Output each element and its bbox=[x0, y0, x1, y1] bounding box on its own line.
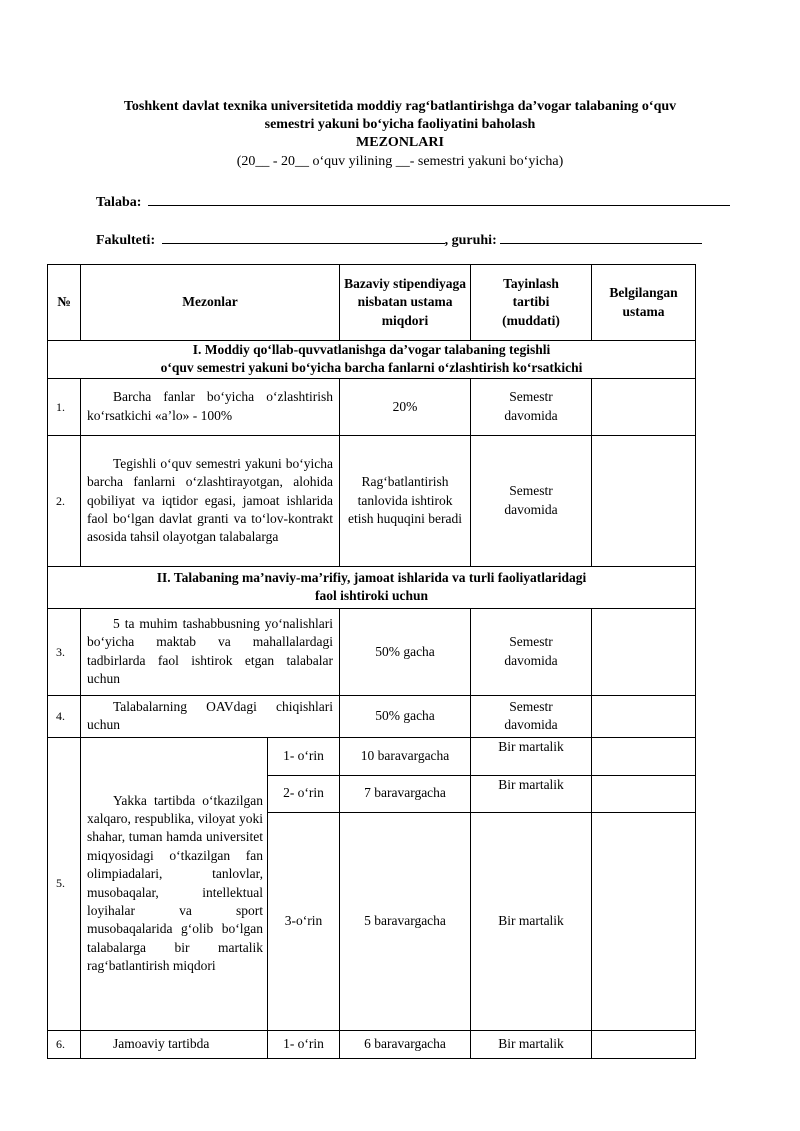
row-5-assigned-2 bbox=[592, 775, 696, 812]
section-2-title bbox=[48, 566, 696, 608]
row-1-assigned bbox=[592, 378, 696, 435]
fakulteti-blank-line bbox=[162, 230, 445, 244]
row-3-order: Semestr davomida bbox=[471, 608, 592, 695]
talaba-field bbox=[96, 192, 730, 211]
title-line-1: Toshkent davlat texnika universitetida moddiy rag‘batlantirishga da’vogar talabaning o‘quv bbox=[123, 99, 677, 114]
guruhi-blank-line bbox=[500, 230, 702, 244]
row-4-text: Talabalarning OAVdagi chiqishlari uchun bbox=[81, 695, 340, 737]
row-3-amount: 50% gacha bbox=[340, 608, 471, 695]
row-5-text: Yakka tartibda o‘tkazilgan xalqaro, respublika, viloyat yoki shahar, tuman hamda universitet miqyosidagi o‘tkazilgan fan olimpiadalari, tanlovlar, musobaqalar, intellektual loyihalar va sport musobaqalarida g‘olib bo‘lgan talabalarga bir martalik rag‘batlantirish miqdori bbox=[81, 737, 268, 1030]
header-num: № bbox=[48, 265, 81, 341]
header-bazaviy: Bazaviy stipendiyaga nisbatan ustama miqdori bbox=[340, 265, 471, 341]
section-row-2 bbox=[48, 566, 696, 608]
row-6-assigned bbox=[592, 1030, 696, 1058]
section-2-line-1: II. Talabaning ma’naviy-ma’rifiy, jamoat ishlarida va turli faoliyatlaridagi bbox=[156, 569, 587, 585]
row-1-num: 1. bbox=[48, 378, 81, 435]
fakulteti-label: Fakulteti: bbox=[96, 233, 156, 248]
header-tayinlash: Tayinlash tartibi (muddati) bbox=[471, 265, 592, 341]
row-3-text: 5 ta muhim tashabbusning yo‘nalishlari bo‘yicha maktab va mahallalardagi tadbirlarda faol ishtirok etgan talabalar uchun bbox=[81, 608, 340, 695]
fakulteti-field bbox=[96, 230, 702, 249]
row-2-num: 2. bbox=[48, 435, 81, 566]
row-3-assigned bbox=[592, 608, 696, 695]
table-row bbox=[48, 737, 696, 775]
criteria-table bbox=[47, 264, 696, 1059]
row-2-amount: Rag‘batlantirish tanlovida ishtirok etish huquqini beradi bbox=[340, 435, 471, 566]
row-6-place: 1- o‘rin bbox=[268, 1030, 340, 1058]
row-4-order: Semestr davomida bbox=[471, 695, 592, 737]
row-5-amount-2: 7 baravargacha bbox=[340, 775, 471, 812]
talaba-blank-line bbox=[148, 192, 730, 206]
row-5-num: 5. bbox=[48, 737, 81, 1030]
document-title bbox=[60, 98, 740, 152]
row-5-place-3: 3-o‘rin bbox=[268, 812, 340, 1030]
row-1-order: Semestr davomida bbox=[471, 378, 592, 435]
row-5-order-3: Bir martalik bbox=[471, 812, 592, 1030]
row-5-order-1: Bir martalik bbox=[471, 737, 592, 775]
talaba-label: Talaba: bbox=[96, 195, 142, 210]
row-6-text: Jamoaviy tartibda bbox=[81, 1030, 268, 1058]
row-1-amount: 20% bbox=[340, 378, 471, 435]
row-6-amount: 6 baravargacha bbox=[340, 1030, 471, 1058]
title-line-2: semestri yakuni bo‘yicha faoliyatini baholash bbox=[264, 117, 536, 132]
row-6-num: 6. bbox=[48, 1030, 81, 1058]
row-1-text: Barcha fanlar bo‘yicha o‘zlashtirish ko‘rsatkichi «a’lo» - 100% bbox=[81, 378, 340, 435]
section-1-line-2: o‘quv semestri yakuni bo‘yicha barcha fanlarni o‘zlashtirish ko‘rsatkichi bbox=[160, 360, 583, 376]
table-header-row bbox=[48, 265, 696, 341]
row-5-amount-3: 5 baravargacha bbox=[340, 812, 471, 1030]
table-row bbox=[48, 378, 696, 435]
row-4-amount: 50% gacha bbox=[340, 695, 471, 737]
guruhi-label: , guruhi: bbox=[444, 233, 497, 248]
row-5-assigned-1 bbox=[592, 737, 696, 775]
row-4-assigned bbox=[592, 695, 696, 737]
row-2-order: Semestr davomida bbox=[471, 435, 592, 566]
section-1-title bbox=[48, 341, 696, 379]
header-mezonlar: Mezonlar bbox=[81, 265, 340, 341]
section-2-line-2: faol ishtiroki uchun bbox=[314, 588, 429, 604]
table-row bbox=[48, 435, 696, 566]
table-row bbox=[48, 1030, 696, 1058]
row-3-num: 3. bbox=[48, 608, 81, 695]
header-belgilangan: Belgilangan ustama bbox=[592, 265, 696, 341]
document-subtitle: (20__ - 20__ o‘quv yilining __- semestri yakuni bo‘yicha) bbox=[236, 154, 564, 169]
section-1-line-1: I. Moddiy qo‘llab-quvvatlanishga da’vogar talabaning tegishli bbox=[192, 342, 551, 357]
table-row bbox=[48, 608, 696, 695]
row-4-num: 4. bbox=[48, 695, 81, 737]
row-2-assigned bbox=[592, 435, 696, 566]
row-2-text: Tegishli o‘quv semestri yakuni bo‘yicha barcha fanlarni o‘zlashtirayotgan, alohida qobiliyat va iqtidor egasi, jamoat ishlarida faol bo‘lgan davlat granti va to‘lov-kontrakt asosida tahsil olayotgan talabalarga bbox=[81, 435, 340, 566]
title-line-3: MEZONLARI bbox=[356, 135, 444, 150]
table-row bbox=[48, 695, 696, 737]
section-row-1 bbox=[48, 341, 696, 379]
row-5-place-1: 1- o‘rin bbox=[268, 737, 340, 775]
row-5-assigned-3 bbox=[592, 812, 696, 1030]
row-6-order: Bir martalik bbox=[471, 1030, 592, 1058]
row-5-order-2: Bir martalik bbox=[471, 775, 592, 812]
row-5-place-2: 2- o‘rin bbox=[268, 775, 340, 812]
row-5-amount-1: 10 baravargacha bbox=[340, 737, 471, 775]
